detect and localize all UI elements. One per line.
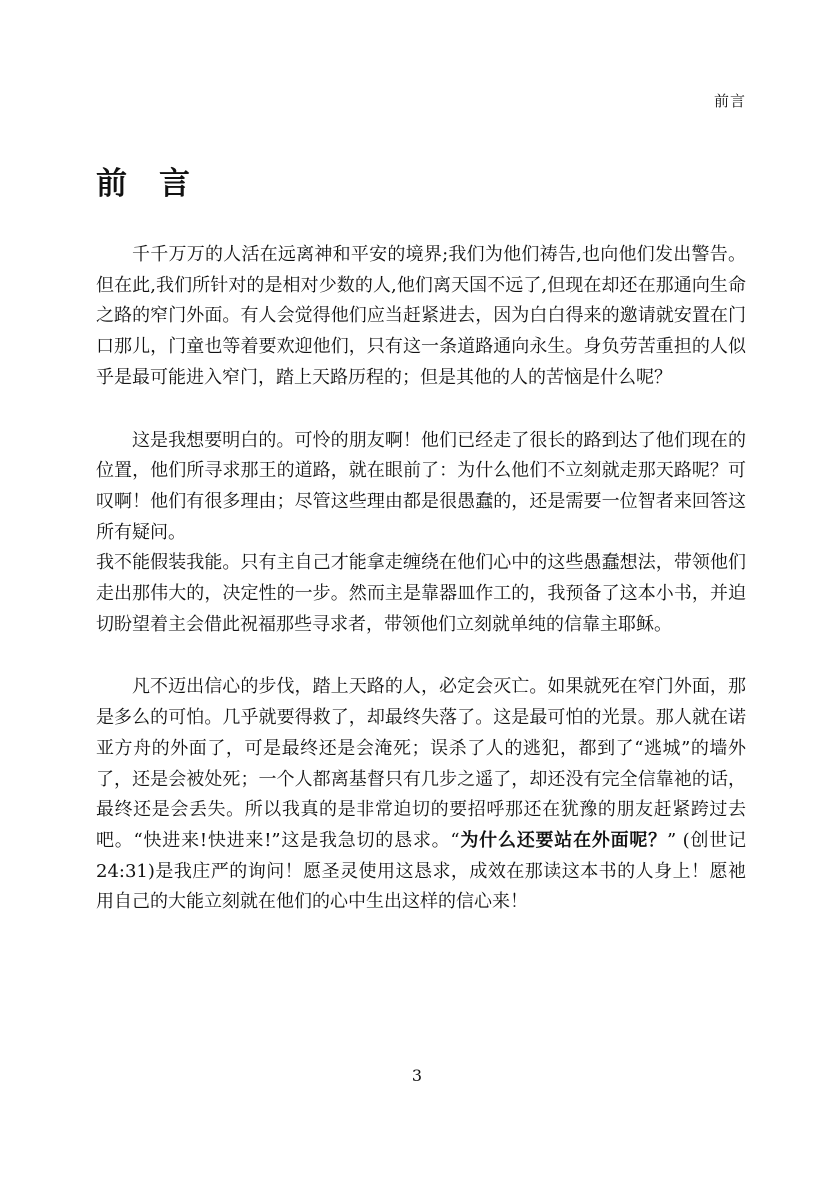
body-text — [96, 240, 746, 918]
paragraph-4-emphasis: 为什么还要站在外面呢？ — [459, 829, 667, 851]
paragraph-3: 我不能假装我能。只有主自己才能拿走缠绕在他们心中的这些愚蠢想法，带领他们走出那伟大的，决定性的一步。然而主是靠器皿作工的，我预备了这本小书，并迫切盼望着主会借此祝福那些寻求者，带领他们立刻就单纯的信靠主耶稣。 — [96, 552, 746, 635]
chapter-title-char-2: 言 — [159, 166, 190, 202]
page-number: 3 — [411, 1066, 423, 1085]
paragraph-4-text-end: ” (创世记 24:31)是我庄严的询问！愿圣灵使用这恳求，成效在那读这本书的人身上！愿祂用自己的大能立刻就在他们的心中生出这样的信心来！ — [96, 829, 747, 913]
paragraph-4-text-start: 凡不迈出信心的步伐，踏上天路的人，必定会灭亡。如果就死在窄门外面，那是多么的可怕。几乎就要得救了，却最终失落了。这是最可怕的光景。那人就在诺亚方舟的外面了，可是最终还是会淹死；误杀了人的逃犯，都到了“逃城”的墙外了，还是会被处死；一个人都离基督只有几步之遥了，却还没有完全信靠祂的话，最终还是会丢失。所以我真的是非常迫切的要招呼那还在犹豫的朋友赶紧跨过去吧。“快进来!快进来!”这是我急切的恳求。“ — [96, 676, 746, 851]
paragraph-2: 这是我想要明白的。可怜的朋友啊！他们已经走了很长的路到达了他们现在的位置，他们所寻求那王的道路，就在眼前了：为什么他们不立刻就走那天路呢？可叹啊！他们有很多理由；尽管这些理由都是很愚蠢的，还是需要一位智者来回答这所有疑问。 — [96, 429, 746, 543]
running-header: 前言 — [713, 92, 746, 110]
paragraph-1: 千千万万的人活在远离神和平安的境界;我们为他们祷告,也向他们发出警告。 但在此,我们所针对的是相对少数的人,他们离天国不远了,但现在却还在那通向生命之路的窄门外面。有人会觉得他们应当赶紧进去，因为白白得来的邀请就安置在门口那儿，门童也等着要欢迎他们，只有这一条道路通向永生。身负劳苦重担的人似乎是最可能进入窄门，踏上天路历程的；但是其他的人的苦恼是什么呢？ — [96, 244, 746, 388]
chapter-title-char-1: 前 — [96, 166, 127, 202]
chapter-title — [96, 158, 190, 203]
paragraph-4 — [96, 672, 746, 918]
